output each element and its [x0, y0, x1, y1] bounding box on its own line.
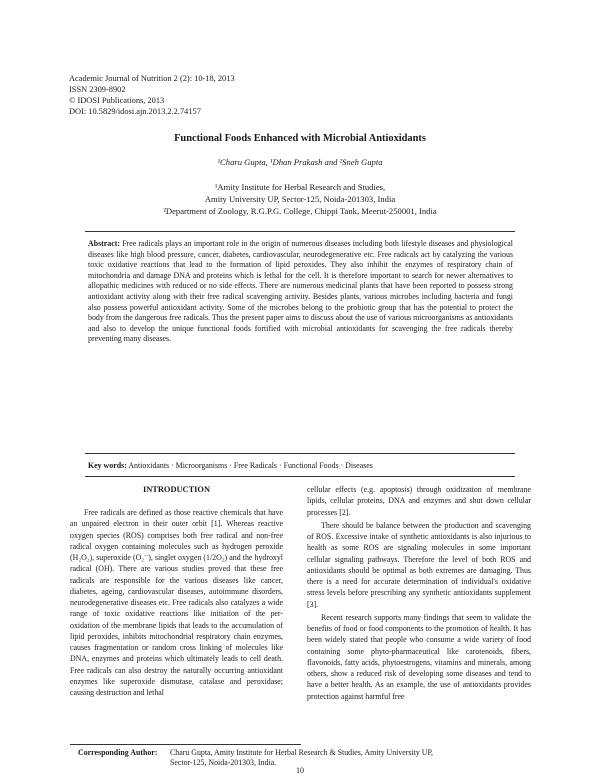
paragraph: cellular effects (e.g. apoptosis) through oxidization of membrane lipids, cellular proteins, DNA and enzymes and shut down cellular processes [2].	[307, 485, 531, 517]
affiliations	[0, 181, 600, 218]
section-heading: INTRODUCTION	[142, 485, 210, 494]
keywords-text: Antioxidants · Microorganisms · Free Radicals · Functional Foods · Diseases	[128, 461, 373, 470]
paragraph: Free radicals are defined as those reactive chemicals that have an unpaired electron in their outer orbit [1]. Whereas reactive oxygen species (ROS) comprises both free radical and non-free radical oxygen containing molecules such as hydrogen peroxide (H₂O₂), superoxide (O₂⁻), singlet oxygen (1/2O₂) and the hydroxyl radical (OH). There are various studies proved that these free radicals are responsible for the various diseases like cancer, diabetes, ageing, cardiovascular diseases, autoimmune disorders, neurodegenerative diseases etc. Free radicals also catalyzes a wide range of toxic oxidative reactions like initiation of the per-oxidation of the membrane lipids that leads to the accumulation of lipid peroxides, inhibits mitochondrial respiratory chain enzymes, causes fragmentation or random cross linking of molecules like DNA, enzymes and proteins which ultimately leads to cell death. Free radicals can also destroy the naturally occurring antioxidant enzymes like superoxide dismutase, catalase and peroxidase; causing destruction and lethal	[70, 508, 283, 697]
divider	[85, 476, 515, 477]
column-left	[70, 484, 283, 698]
corresponding-label: Corresponding Author:	[78, 748, 158, 757]
paragraph: Recent research supports many findings that seem to validate the benefits of food or food components to the promotion of health. It has been widely stated that people who consume a wide variety of food containing some phyto-pharmaceutical like carotenoids, fibers, flavonoids, fatty acids, phytoestrogens, vitamins and minerals, among others, show a reduced risk of developing some diseases and tend to have a better health. As an example, the use of antioxidants provides protection against harmful free	[307, 612, 531, 701]
abstract-text: Free radicals plays an important role in the origin of numerous diseases including both lifestyle diseases and physiological diseases like high blood pressure, cancer, diabetes, cardiovascular, neurodegenerative etc. Free radicals act by catalyzing the various toxic oxidative reactions that lead to the formation of lipid peroxides. They also inhibit the enzymes of respiratory chain of mitochondria and damage DNA and proteins which is lethal for the cell. It is therefore important to search for newer alternatives to allopathic medicines with reduced or no side effects. There are numerous medicinal plants that have been reported to possess strong antioxidant activity along with their free radical scavenging activity. Besides plants, various microbes including bacteria and fungi also possess powerful antioxidant activity. Some of the microbes belong to the probiotic group that has the potential to protect the body from the dangerous free radicals. Thus the present paper aims to discuss about the use of various microorganisms as antioxidants and also to develop the unique functional foods fortified with microbial antioxidants for scavenging the free radicals thereby preventing many diseases.	[88, 239, 513, 344]
page-number: 10	[296, 766, 304, 775]
author-list: ¹Charu Gupta, ¹Dhan Prakash and ²Sneh Gupta	[217, 157, 383, 167]
paper-title: Functional Foods Enhanced with Microbial Antioxidants	[174, 133, 426, 144]
journal-issn: ISSN 2309-8902	[69, 85, 126, 94]
footnote-rule	[70, 744, 301, 745]
journal-doi: DOI: 10.5829/idosi.ajn.2013.2.2.74157	[69, 107, 201, 116]
abstract-label: Abstract:	[88, 239, 120, 248]
affiliation-line: ²Department of Zoology, R.G.P.G. College, Chippi Tank, Meerut-250001, India	[163, 206, 437, 217]
divider	[85, 231, 515, 232]
journal-meta	[69, 73, 235, 117]
journal-copyright: © IDOSI Publications, 2013	[69, 96, 165, 105]
corresponding-line1: Charu Gupta, Amity Institute for Herbal Research & Studies, Amity University UP,	[170, 748, 433, 757]
divider	[85, 453, 515, 454]
keywords	[88, 461, 513, 470]
journal-citation: Academic Journal of Nutrition 2 (2): 10-18, 2013	[69, 74, 235, 83]
column-right	[307, 484, 531, 702]
abstract	[88, 239, 513, 345]
affiliation-line: ¹Amity Institute for Herbal Research and Studies,	[214, 182, 386, 192]
keywords-label: Key words:	[88, 461, 127, 470]
paragraph: There should be balance between the production and scavenging of ROS. Excessive intake of synthetic antioxidants is also injurious to health as some ROS are signaling molecules in some important cellular signaling pathways. Therefore the level of both ROS and antioxidants should be optimal as both extremes are damaging. Thus there is a need for accurate determination of individual's oxidative stress levels before prescribing any synthetic antioxidants supplement [3].	[307, 520, 531, 609]
affiliation-line: Amity University UP, Sector-125, Noida-201303, India	[204, 194, 396, 205]
corresponding-line2: Sector-125, Noida-201303, India.	[170, 758, 277, 768]
